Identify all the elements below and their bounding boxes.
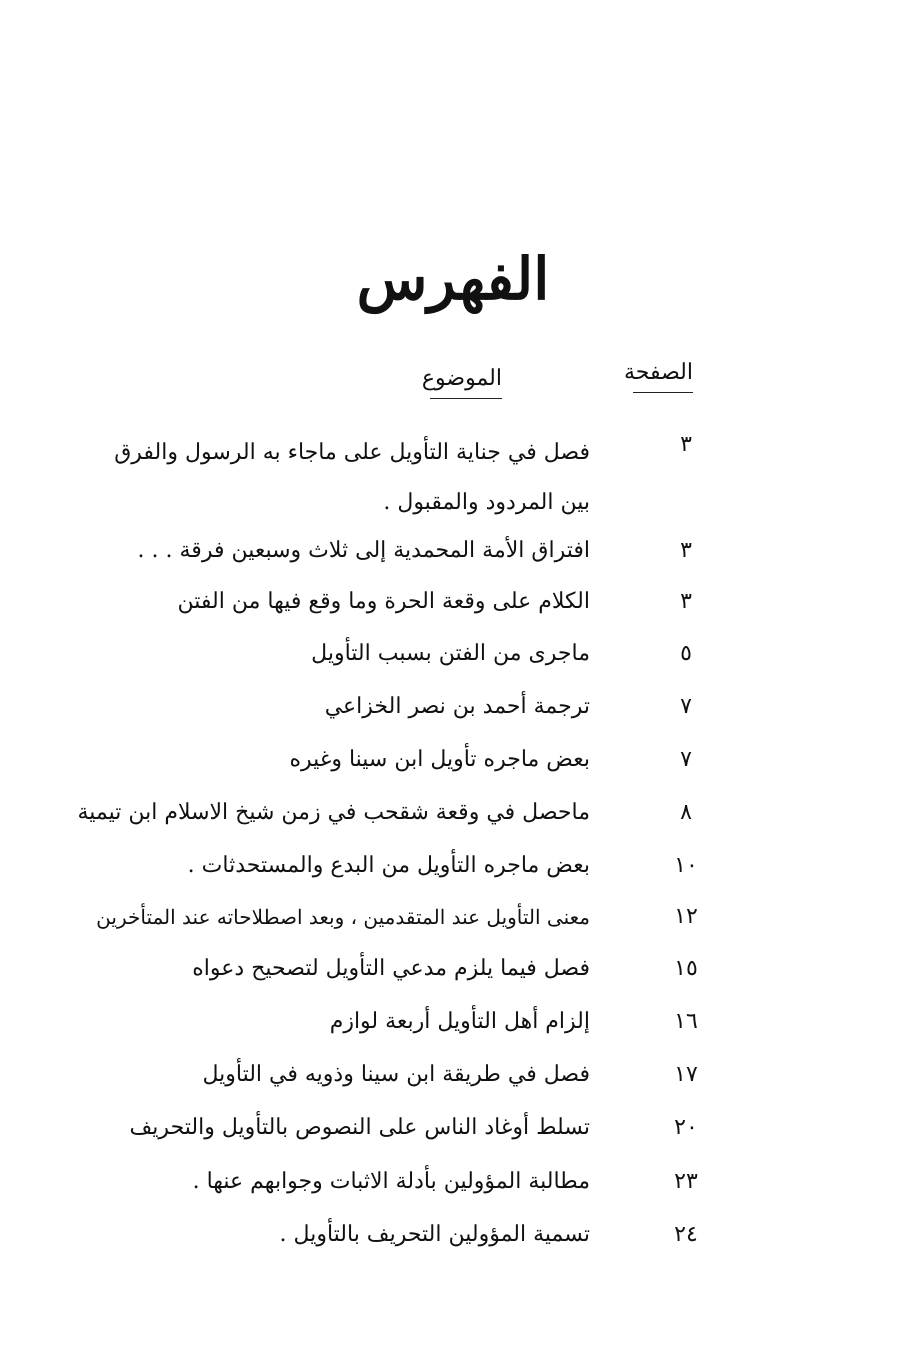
entry-page-number: ٨ [680,800,692,825]
entry-title: فصل في طريقة ابن سينا وذويه في التأويل [202,1062,590,1087]
entry-page-number: ١٦ [674,1009,698,1034]
entry-title: فصل فيما يلزم مدعي التأويل لتصحيح دعواه [192,956,590,981]
entry-title: تسلط أوغاد الناس على النصوص بالتأويل والتحريف [129,1115,590,1140]
topic-column-header: الموضوع [430,368,502,399]
entry-page-number: ٧ [680,747,692,772]
entry-title: إلزام أهل التأويل أربعة لوازم [329,1009,590,1034]
page-column-header: الصفحة [633,362,693,393]
entry-page-number: ٢٤ [674,1222,698,1247]
entry-page-number: ١٥ [674,956,698,981]
entry-page-number: ٧ [680,694,692,719]
entry-page-number: ٥ [680,641,692,666]
entry-title: بعض ماجره تأويل ابن سينا وغيره [289,747,590,772]
entry-title: افتراق الأمة المحمدية إلى ثلاث وسبعين فرقة . . . [137,538,590,563]
entry-page-number: ١٧ [674,1062,698,1087]
entry-page-number: ٢٠ [674,1115,698,1140]
entry-title: ترجمة أحمد بن نصر الخزاعي [324,694,590,719]
entry-title: ماجرى من الفتن بسبب التأويل [311,641,590,666]
entry-title: تسمية المؤولين التحريف بالتأويل . [279,1222,590,1247]
page-title: الفهرس [356,245,550,313]
entry-page-number: ٣ [680,432,692,457]
entry-title: معنى التأويل عند المتقدمين ، وبعد اصطلاحاته عند المتأخرين [96,905,590,929]
entry-page-number: ٣ [680,538,692,563]
entry-title: ماحصل في وقعة شقحب في زمن شيخ الاسلام ابن تيمية [77,800,590,825]
entry-page-number: ٣ [680,589,692,614]
entry-page-number: ١٠ [674,853,698,878]
entry-title: الكلام على وقعة الحرة وما وقع فيها من الفتن [177,589,590,614]
entry-page-number: ٢٣ [674,1169,698,1194]
entry-page-number: ١٢ [674,904,698,929]
entry-title: مطالبة المؤولين بأدلة الاثبات وجوابهم عنها . [192,1169,590,1194]
entry-title: بعض ماجره التأويل من البدع والمستحدثات . [187,853,590,878]
entry-title: فصل في جناية التأويل على ماجاء به الرسول والفرق بين المردود والمقبول . [114,440,590,515]
